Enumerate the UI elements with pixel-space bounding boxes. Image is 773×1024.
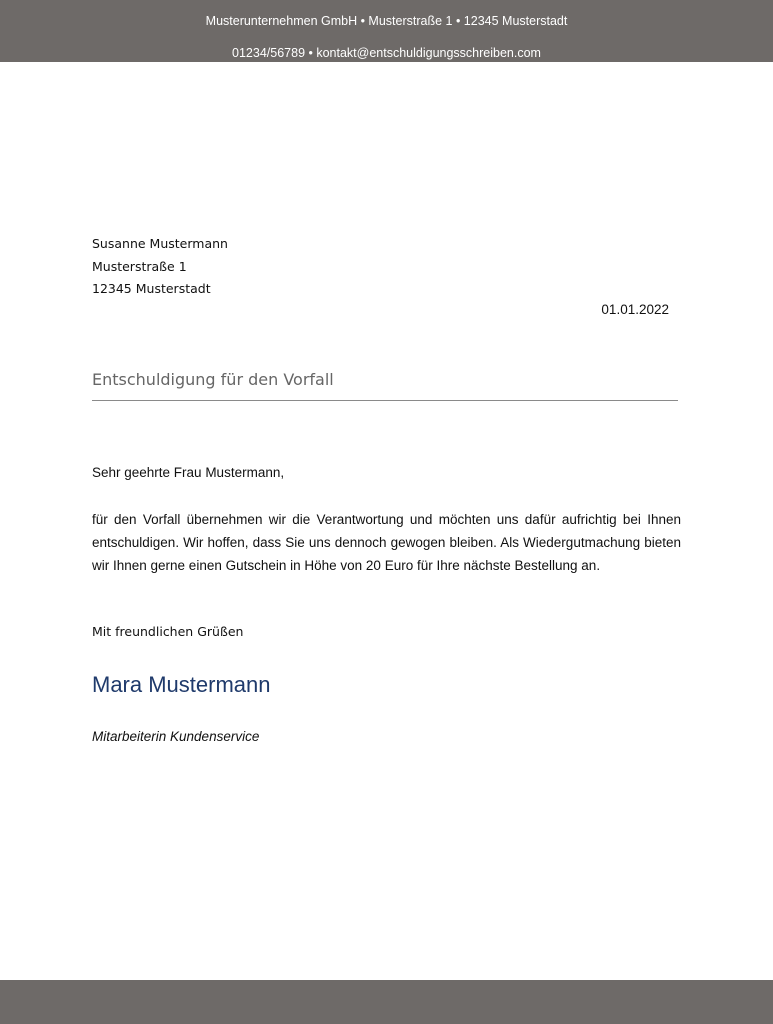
letterhead-contact: 01234/56789 • kontakt@entschuldigungsschreiben.com bbox=[232, 46, 541, 60]
recipient-city: 12345 Musterstadt bbox=[92, 281, 211, 296]
signature-name: Mara Mustermann bbox=[92, 672, 271, 697]
footer-band bbox=[0, 980, 773, 1024]
closing-phrase: Mit freundlichen Grüßen bbox=[92, 624, 244, 639]
letter-body: für den Vorfall übernehmen wir die Verantwortung und möchten uns dafür aufrichtig bei Ihnen entschuldigen. Wir hoffen, dass Sie uns dennoch gewogen bleiben. Als Wiedergutmachung bieten wir Ihnen gerne einen Gutschein in Höhe von 20 Euro für Ihre nächste Bestellung an. bbox=[92, 512, 681, 573]
recipient-name: Susanne Mustermann bbox=[92, 236, 228, 251]
recipient-address-block bbox=[92, 233, 228, 301]
subject-divider bbox=[92, 400, 678, 401]
salutation: Sehr geehrte Frau Mustermann, bbox=[92, 465, 285, 480]
letterhead-band bbox=[0, 0, 773, 62]
letter-subject: Entschuldigung für den Vorfall bbox=[92, 370, 334, 389]
letter-date: 01.01.2022 bbox=[601, 302, 669, 317]
recipient-street: Musterstraße 1 bbox=[92, 258, 187, 274]
letterhead-address: Musterunternehmen GmbH • Musterstraße 1 • 12345 Musterstadt bbox=[205, 14, 568, 28]
signer-role: Mitarbeiterin Kundenservice bbox=[92, 729, 260, 744]
